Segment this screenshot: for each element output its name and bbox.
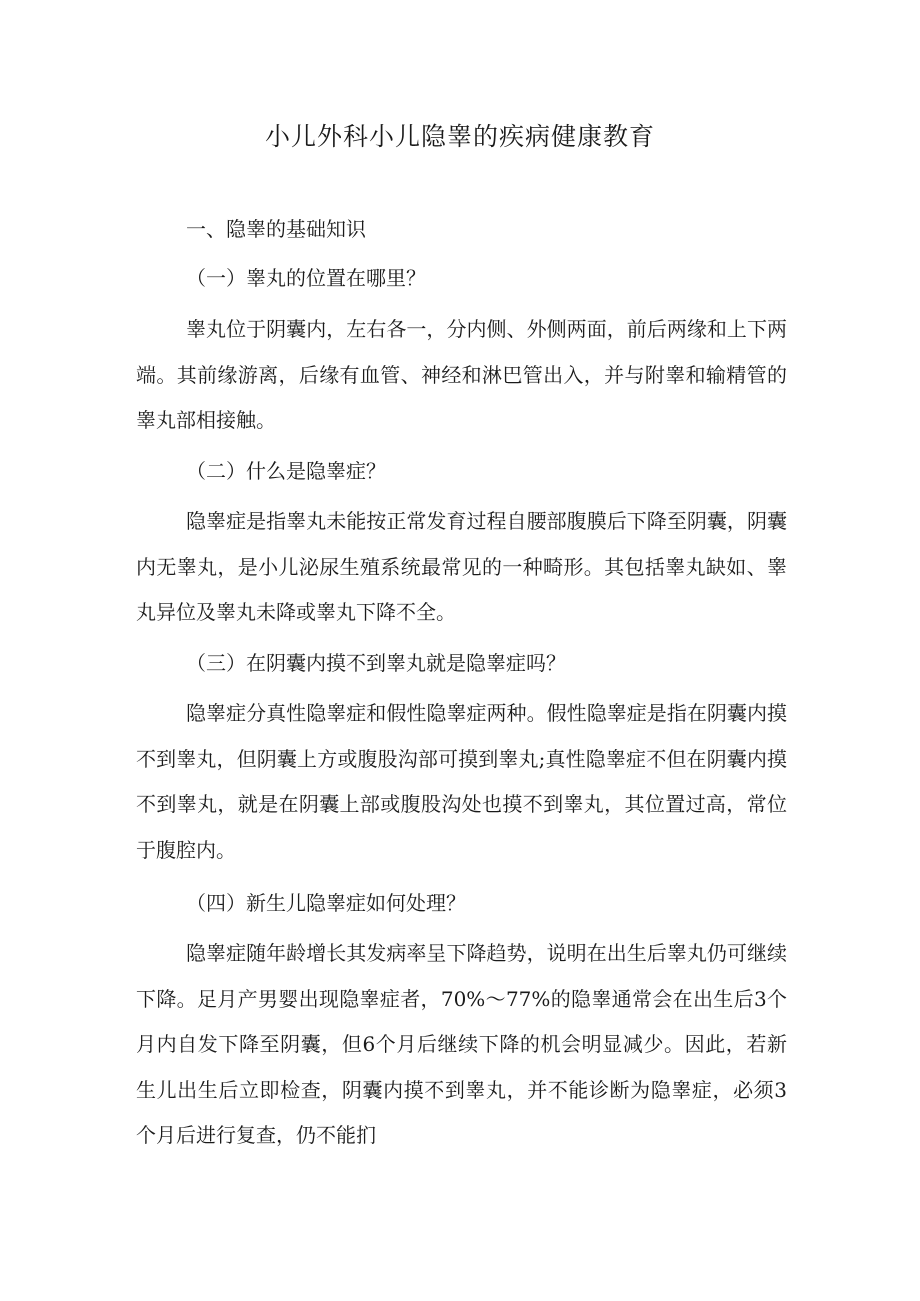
answer-paragraph-3: 隐睾症分真性隐睾症和假性隐睾症两种。假性隐睾症是指在阴囊内摸不到睾丸，但阴囊上方或腹股沟部可摸到睾丸;真性隐睾症不但在阴囊内摸不到睾丸，就是在阴囊上部或腹股沟处也摸不到睾丸，其位置过高，常位于腹腔内。: [136, 701, 787, 862]
question-heading-1: （一）睾丸的位置在哪里？: [186, 266, 426, 290]
section-heading: 一、隐睾的基础知识: [186, 217, 366, 241]
question-heading-4: （四）新生儿隐睾症如何处理？: [186, 891, 466, 915]
document-title: 小儿外科小儿隐睾的疾病健康教育: [264, 122, 655, 151]
answer-paragraph-4: 隐睾症随年龄增长其发病率呈下降趋势，说明在出生后睾丸仍可继续下降。足月产男婴出现隐睾症者，70%～77%的隐睾通常会在出生后3个月内自发下降至阴囊，但6个月后继续下降的机会明显减少。因此，若新生儿出生后立即检查，阴囊内摸不到睾丸，并不能诊断为隐睾症，必须3个月后进行复查，仍不能扪: [136, 941, 787, 1147]
answer-paragraph-1: 睾丸位于阴囊内，左右各一，分内侧、外侧两面，前后两缘和上下两端。其前缘游离，后缘有血管、神经和淋巴管出入，并与附睾和输精管的睾丸部相接触。: [136, 317, 787, 432]
question-heading-2: （二）什么是隐睾症？: [186, 459, 386, 483]
answer-paragraph-2: 隐睾症是指睾丸未能按正常发育过程自腰部腹膜后下降至阴囊，阴囊内无睾丸，是小儿泌尿生殖系统最常见的一种畸形。其包括睾丸缺如、睾丸异位及睾丸未降或睾丸下降不全。: [136, 509, 787, 624]
question-heading-3: （三）在阴囊内摸不到睾丸就是隐睾症吗？: [186, 651, 566, 675]
